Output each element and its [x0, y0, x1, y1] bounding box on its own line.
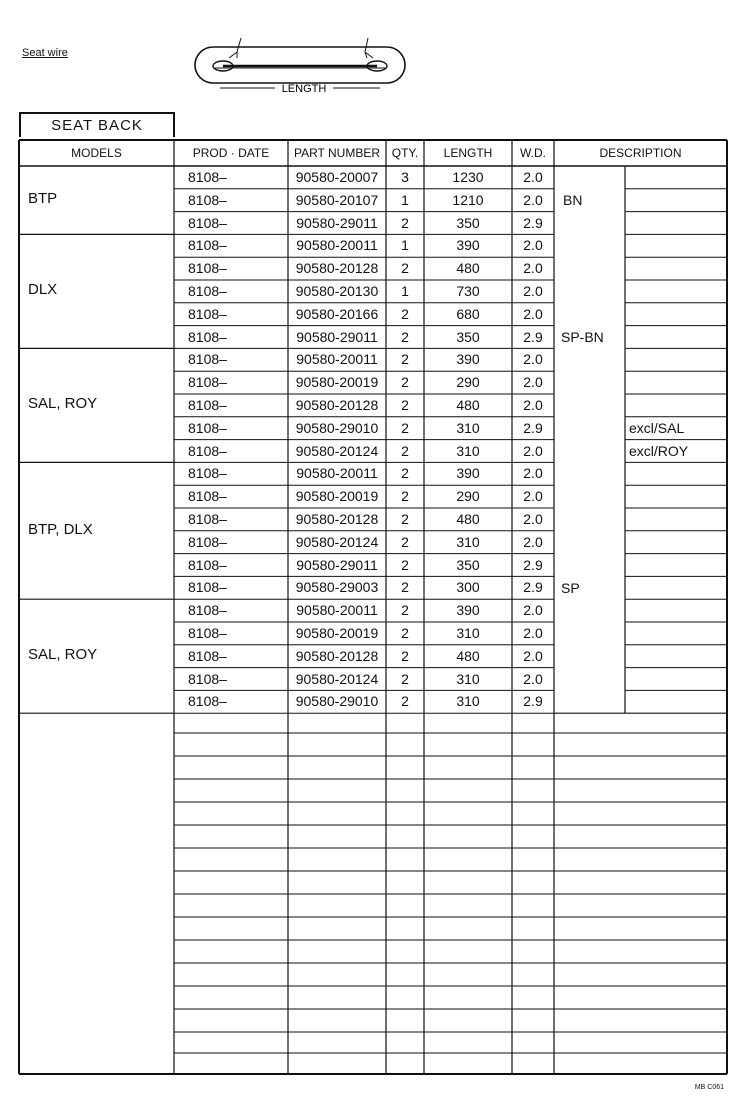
length-cell: 350 [456, 214, 480, 231]
wd-cell: 2.0 [523, 283, 543, 299]
length-cell: 480 [456, 260, 480, 277]
wd-cell: 2.9 [523, 328, 543, 345]
length-cell: 480 [456, 397, 480, 413]
qty-cell: 2 [401, 305, 409, 322]
qty-cell: 2 [401, 214, 409, 231]
length-cell: 290 [456, 488, 480, 505]
prod-date-cell: 8108– [188, 237, 227, 254]
wd-cell: 2.0 [523, 670, 543, 687]
prod-date-cell: 8108– [188, 305, 227, 322]
wd-cell: 2.9 [523, 419, 543, 436]
part-number-cell: 90580-29003 [295, 579, 379, 596]
model-group-label: SAL, ROY [28, 646, 98, 664]
part-number-cell: 90580-20019 [295, 488, 379, 505]
length-cell: 390 [456, 237, 480, 254]
qty-cell: 2 [401, 533, 409, 550]
part-number-cell: 90580-29011 [296, 328, 378, 345]
length-cell: 480 [456, 511, 480, 527]
qty-cell: 1 [401, 191, 409, 208]
wd-cell: 2.0 [523, 237, 543, 254]
qty-cell: 2 [401, 670, 409, 687]
prod-date-cell: 8108– [188, 283, 227, 299]
wd-cell: 2.9 [523, 693, 543, 710]
qty-cell: 2 [401, 579, 409, 596]
model-group-label: DLX [28, 281, 58, 299]
qty-cell: 2 [401, 602, 409, 619]
length-cell: 390 [456, 602, 480, 619]
prod-date-cell: 8108– [188, 328, 227, 345]
model-group-label: BTP, DLX [28, 520, 93, 538]
part-number-cell: 90580-29010 [295, 419, 379, 436]
part-number-cell: 90580-20128 [295, 397, 379, 413]
wd-cell: 2.0 [523, 602, 543, 619]
prod-date-cell: 8108– [188, 511, 227, 527]
qty-cell: 2 [401, 625, 409, 641]
qty-cell: 2 [401, 328, 409, 345]
prod-date-cell: 8108– [188, 579, 227, 596]
header-part-number: PART NUMBER [293, 146, 380, 160]
part-number-cell: 90580-20019 [295, 625, 379, 641]
wd-cell: 2.0 [523, 351, 543, 368]
wd-cell: 2.0 [523, 511, 543, 527]
description-sp-bn: SP-BN [561, 329, 604, 345]
length-cell: 310 [456, 693, 480, 710]
part-number-cell: 90580-29011 [296, 556, 378, 573]
header-length: LENGTH [443, 146, 493, 160]
part-number-cell: 90580-20019 [295, 374, 379, 391]
prod-date-cell: 8108– [188, 647, 227, 664]
header-qty: QTY. [391, 146, 419, 160]
part-number-cell: 90580-20124 [295, 670, 379, 687]
wd-cell: 2.9 [523, 556, 543, 573]
wd-cell: 2.0 [523, 442, 543, 459]
length-cell: 390 [456, 351, 480, 368]
qty-cell: 2 [401, 488, 409, 505]
qty-cell: 2 [401, 397, 409, 413]
description-sp: SP [561, 579, 580, 596]
part-number-cell: 90580-20130 [295, 283, 379, 299]
length-cell: 310 [456, 442, 480, 459]
length-cell: 480 [456, 647, 480, 664]
length-cell: 310 [456, 670, 480, 687]
qty-cell: 2 [401, 647, 409, 664]
prod-date-cell: 8108– [188, 214, 227, 231]
prod-date-cell: 8108– [188, 488, 227, 505]
model-group-label: SAL, ROY [28, 395, 98, 413]
qty-cell: 1 [401, 237, 409, 254]
prod-date-cell: 8108– [188, 442, 227, 459]
length-cell: 300 [456, 579, 480, 596]
part-number-cell: 90580-29010 [295, 693, 379, 710]
wd-cell: 2.0 [523, 465, 543, 482]
prod-date-cell: 8108– [188, 397, 227, 413]
wd-cell: 2.9 [523, 214, 543, 231]
wd-cell: 2.0 [523, 191, 543, 208]
qty-cell: 2 [401, 260, 409, 277]
prod-date-cell: 8108– [188, 419, 227, 436]
wd-cell: 2.0 [523, 533, 543, 550]
qty-cell: 2 [401, 511, 409, 527]
part-number-cell: 90580-20011 [296, 465, 378, 482]
qty-cell: 3 [401, 169, 409, 185]
header-models: MODELS [71, 146, 122, 160]
prod-date-cell: 8108– [188, 602, 227, 619]
prod-date-cell: 8108– [188, 693, 227, 710]
diagram-length-label: LENGTH [281, 83, 327, 95]
length-cell: 310 [456, 419, 480, 436]
part-number-cell: 90580-20007 [295, 169, 379, 185]
qty-cell: 2 [401, 556, 409, 573]
length-cell: 680 [456, 305, 480, 322]
section-label: SEAT BACK [19, 112, 175, 137]
wd-cell: 2.0 [523, 625, 543, 641]
part-number-cell: 90580-20166 [295, 305, 379, 322]
part-number-cell: 90580-20011 [296, 602, 378, 619]
length-cell: 350 [456, 556, 480, 573]
description-excl-sal: excl/SAL [629, 420, 685, 437]
wd-cell: 2.9 [523, 579, 543, 596]
prod-date-cell: 8108– [188, 169, 227, 185]
length-cell: 350 [456, 328, 480, 345]
qty-cell: 2 [401, 442, 409, 459]
part-number-cell: 90580-20124 [295, 533, 379, 550]
wd-cell: 2.0 [523, 374, 543, 391]
prod-date-cell: 8108– [188, 191, 227, 208]
page-code: MB C061 [694, 1084, 724, 1091]
part-number-cell: 90580-29011 [296, 214, 378, 231]
model-group-label: BTP [28, 190, 58, 208]
length-cell: 1210 [452, 191, 484, 208]
wd-cell: 2.0 [523, 647, 543, 664]
length-cell: 310 [456, 625, 480, 641]
qty-cell: 2 [401, 374, 409, 391]
prod-date-cell: 8108– [188, 351, 227, 368]
length-cell: 730 [456, 283, 480, 299]
wd-cell: 2.0 [523, 397, 543, 413]
header-prod-date: PROD · DATE [192, 146, 270, 160]
part-number-cell: 90580-20107 [295, 191, 379, 208]
prod-date-cell: 8108– [188, 465, 227, 482]
qty-cell: 2 [401, 419, 409, 436]
prod-date-cell: 8108– [188, 556, 227, 573]
header-description: DESCRIPTION [599, 146, 682, 160]
qty-cell: 2 [401, 465, 409, 482]
qty-cell: 2 [401, 351, 409, 368]
length-cell: 290 [456, 374, 480, 391]
prod-date-cell: 8108– [188, 533, 227, 550]
description-bn: BN [563, 192, 583, 209]
wd-cell: 2.0 [523, 169, 543, 185]
part-number-cell: 90580-20124 [295, 442, 379, 459]
prod-date-cell: 8108– [188, 374, 227, 391]
part-number-cell: 90580-20128 [295, 511, 379, 527]
wd-cell: 2.0 [523, 488, 543, 505]
part-number-cell: 90580-20128 [295, 260, 379, 277]
length-cell: 390 [456, 465, 480, 482]
seat-wire-title: Seat wire [22, 47, 68, 59]
part-number-cell: 90580-20128 [295, 647, 379, 664]
part-number-cell: 90580-20011 [296, 351, 378, 368]
length-cell: 310 [456, 533, 480, 550]
length-cell: 1230 [452, 169, 484, 185]
prod-date-cell: 8108– [188, 260, 227, 277]
wd-cell: 2.0 [523, 260, 543, 277]
qty-cell: 2 [401, 693, 409, 710]
qty-cell: 1 [401, 283, 409, 299]
description-excl-roy: excl/ROY [629, 443, 689, 459]
prod-date-cell: 8108– [188, 625, 227, 641]
header-wd: W.D. [520, 146, 546, 160]
wd-cell: 2.0 [523, 305, 543, 322]
part-number-cell: 90580-20011 [296, 237, 378, 254]
prod-date-cell: 8108– [188, 670, 227, 687]
